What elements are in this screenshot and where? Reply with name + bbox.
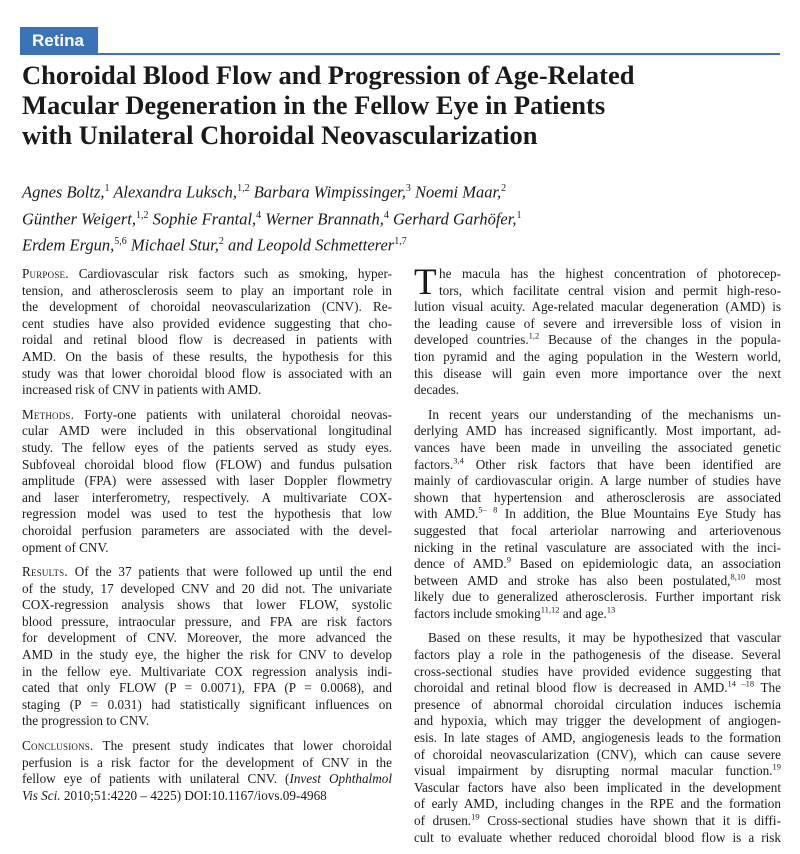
text-line: lution visual acuity. Age-related macular degeneration (AMD) is	[414, 299, 781, 315]
text-line: In recent years our understanding of the mechanisms un-	[428, 406, 781, 422]
text-line	[22, 407, 392, 424]
text-line	[414, 606, 781, 623]
text-run: Because of the changes in the popula-	[539, 332, 781, 348]
author-name: Gerhard Garhöfer,	[388, 209, 517, 228]
text-run: fellow eye of patients with unilateral CNV. (	[22, 771, 290, 787]
text-line: derlying AMD has increased significantly. Most important, ad-	[414, 423, 781, 439]
text-line	[22, 771, 392, 788]
author-line	[22, 177, 782, 204]
text-line: study was that lower choroidal blood flow is associated with an	[22, 365, 392, 381]
text-line: cated that only FLOW (P = 0.0071), FPA (P = 0.0068), and	[22, 680, 392, 696]
text-line: of early AMD, including changes in the RPE and the formation	[414, 796, 781, 812]
author-line	[22, 230, 782, 257]
author-name: Alexandra Luksch,	[109, 182, 238, 202]
text-line: roidal and retinal blood flow is decreased in patients with	[22, 332, 392, 348]
text-line: vances have been made in unveiling the associated genetic	[414, 439, 781, 455]
text-line: in the fellow eye. Multivariate COX regression analysis indi-	[22, 663, 392, 679]
text-run: with AMD.	[414, 506, 479, 522]
text-run: Based on epidemiologic data, an association	[510, 556, 781, 572]
citation-sup: 14 –18	[727, 678, 755, 689]
text-line: and hypoxia, which may trigger the development of angiogen-	[414, 713, 781, 729]
title-line: Macular Degeneration in the Fellow Eye in Patients	[22, 90, 606, 120]
section-head: Conclusions.	[22, 738, 94, 754]
text-line	[22, 788, 392, 805]
text-line: staging (P = 0.031) had statistically significant influences on	[22, 696, 392, 712]
text-line: of the study, 17 developed CNV and 20 did not. The univariate	[22, 580, 392, 596]
text-run: choroidal and retinal blood flow is decreased in AMD.	[414, 680, 728, 696]
author-name: Agnes Boltz,	[22, 182, 105, 202]
author-name: Werner Brannath,	[261, 209, 384, 228]
affiliation-sup: 4	[256, 209, 262, 221]
affiliation-sup: 1,2	[237, 183, 250, 194]
text-line: he macula has the highest concentration of photorecep-	[439, 266, 781, 281]
affiliation-sup: 5,6	[114, 236, 127, 247]
section-head: Purpose.	[22, 266, 69, 281]
text-line: tors, which facilitate central vision and permit high-reso-	[439, 282, 781, 298]
citation-sup: 11,12	[540, 604, 560, 615]
body-paragraph	[414, 630, 781, 846]
journal-name: Invest Ophthalmol	[289, 771, 392, 787]
intro-paragraph	[414, 262, 781, 399]
author-name: Barbara Wimpissinger,	[249, 182, 406, 202]
text-line: cent studies have also provided evidence suggesting that cho-	[22, 315, 392, 331]
citation-sup: 8,10	[730, 571, 746, 582]
text-line: the progression to CNV.	[22, 713, 150, 729]
text-line: AMD. On the basis of these results, the hypothesis for this	[22, 348, 392, 364]
abstract-conclusions	[22, 738, 392, 804]
text-line	[414, 763, 781, 780]
text-line: Subfoveal choroidal blood flow (FLOW) and fundus pulsation	[22, 456, 392, 472]
text-run: factors.	[414, 456, 454, 472]
text-line: cular AMD were included in this observational longitudinal	[22, 423, 392, 439]
abstract-results	[22, 564, 392, 730]
text-line	[414, 332, 781, 349]
text-line: esis. In late stages of AMD, angiogenesis leads to the formation	[414, 730, 781, 746]
author-name: Sophie Frantal,	[148, 209, 257, 228]
text-line: tension, and atherosclerosis seem to play an important role in	[22, 282, 392, 298]
text-line: perfusion is a risk factor for the development of CNV in the	[22, 754, 392, 770]
citation-sup: 1,2	[528, 330, 540, 341]
text-line: and laser interferometry, respectively. A multivariate COX-	[22, 489, 392, 505]
text-line: opment of CNV.	[22, 539, 109, 555]
abstract-purpose	[22, 266, 392, 399]
text-line: regression model was used to test the hypothesis that low	[22, 506, 392, 522]
text-line	[22, 738, 392, 755]
text-line: increased risk of CNV in patients with AMD.	[22, 382, 262, 398]
citation-sup: 5– 8	[478, 504, 498, 515]
body-paragraph	[414, 407, 781, 623]
text-run: of drusen.	[414, 813, 472, 828]
text-run: Other risk factors that have been identified are	[463, 456, 781, 472]
citation-doi: 2010;51:4220 – 4225) DOI:10.1167/iovs.09-4968	[60, 787, 327, 803]
text-run: factors include smoking	[414, 605, 541, 621]
text-line	[414, 556, 781, 573]
author-name: Noemi Maar,	[410, 182, 502, 202]
journal-name-cont: Vis Sci.	[22, 787, 61, 803]
text-line: amplitude (FPA) were assessed with laser Doppler flowmetry	[22, 473, 392, 489]
text-run: visual impairment by disrupting normal macular function.	[414, 763, 773, 779]
text-line: presence of abnormal choroidal circulation induces ischemia	[414, 696, 781, 712]
text-line: shown that hypertension and atherosclerosis are associated	[414, 489, 781, 505]
text-line	[414, 680, 781, 697]
affiliation-sup: 1,7	[394, 236, 407, 247]
author-name: and Leopold Schmetterer	[223, 235, 395, 255]
text-line: nicking in the retinal vasculature are associated with the inci-	[414, 539, 781, 555]
section-head: Results.	[22, 564, 68, 580]
affiliation-sup: 1	[516, 209, 522, 221]
text-line: Vascular factors have also been implicated in the development	[414, 779, 781, 795]
text-run: Of the 37 patients that were followed up until the end	[67, 564, 392, 580]
text-line: cult to evaluate whether reduced choroidal blood flow is a risk	[414, 829, 781, 845]
affiliation-sup: 2	[501, 183, 507, 194]
text-line: study. The fellow eyes of the patients served as study eyes.	[22, 439, 392, 455]
title-line: Choroidal Blood Flow and Progression of Age-Related	[22, 60, 635, 90]
text-line: choroidal perfusion parameters are associated with the devel-	[22, 522, 392, 538]
text-line	[22, 564, 392, 581]
text-run: Cross-sectional studies have shown that it is diffi-	[479, 813, 781, 828]
text-line: for development of CNV. Moreover, the more advanced the	[22, 630, 392, 646]
text-line: this disease will gain even more importance over the next	[414, 365, 781, 381]
text-run: most	[745, 572, 781, 588]
text-line	[22, 266, 392, 283]
section-head: Methods.	[22, 406, 75, 422]
section-divider	[20, 53, 780, 55]
text-run: Cardiovascular risk factors such as smoking, hyper-	[68, 266, 392, 281]
text-line: the development of choroidal neovascularization (CNV). Re-	[22, 299, 392, 315]
text-run: In addition, the Blue Mountains Eye Study has	[497, 506, 782, 522]
text-line: of choroidal neovascularization (CNV), which can cause severe	[414, 746, 781, 762]
author-list	[22, 177, 782, 257]
text-line	[414, 813, 781, 830]
affiliation-sup: 1	[104, 183, 110, 194]
text-run: Forty-one patients with unilateral choroidal neovas-	[74, 406, 392, 422]
citation-sup: 19	[772, 761, 781, 772]
author-name: Günther Weigert,	[22, 209, 136, 228]
affiliation-sup: 2	[218, 236, 224, 247]
text-line: AMD in the study eye, the higher the risk for CNV to develop	[22, 647, 392, 663]
citation-sup: 13	[606, 604, 616, 615]
text-line	[414, 457, 781, 474]
body-column	[414, 262, 782, 854]
text-run: dence of AMD.	[414, 556, 507, 572]
title-line: with Unilateral Choroidal Neovascularization	[22, 120, 538, 150]
text-run: between AMD and stroke has also been postulated,	[414, 572, 731, 588]
affiliation-sup: 4	[383, 209, 389, 221]
text-run: The present study indicates that lower choroidal	[93, 738, 392, 754]
text-line: factors play a role in the pathogenesis of the disease. Several	[414, 647, 781, 663]
text-line: likely due to generalized atherosclerosis. Further important risk	[414, 589, 781, 605]
text-line: suggested that focal arteriolar narrowing and arteriovenous	[414, 522, 781, 538]
text-line: tion pyramid and the aging population in the Western world,	[414, 348, 781, 364]
abstract-methods	[22, 407, 392, 556]
text-line: mainly of cardiovascular origin. A large number of studies have	[414, 473, 781, 489]
text-line: cross-sectional studies have provided evidence suggesting that	[414, 663, 781, 679]
citation-sup: 19	[471, 811, 480, 822]
text-line: decades.	[414, 382, 460, 398]
text-run: The	[754, 680, 782, 696]
citation-sup: 3,4	[453, 455, 464, 466]
text-run: and age.	[559, 605, 607, 621]
text-run: developed countries.	[414, 332, 529, 348]
text-line: Based on these results, it may be hypothesized that vascular	[428, 630, 781, 646]
text-line: the leading cause of severe and irreversible loss of vision in	[414, 315, 781, 331]
abstract-column	[22, 266, 392, 812]
text-line	[414, 573, 781, 590]
article-title	[22, 60, 762, 150]
drop-cap: T	[414, 262, 437, 303]
affiliation-sup: 3	[405, 183, 411, 194]
text-line	[414, 506, 781, 523]
text-line: COX-regression analysis shows that lower FLOW, systolic	[22, 597, 392, 613]
text-line: blood pressure, intraocular pressure, and FPA are risk factors	[22, 613, 392, 629]
affiliation-sup: 1,2	[135, 209, 149, 221]
section-label: Retina	[20, 27, 98, 54]
citation-sup: 9	[506, 554, 511, 565]
author-name: Michael Stur,	[126, 235, 219, 255]
author-name: Erdem Ergun,	[22, 235, 115, 255]
author-line	[22, 204, 782, 231]
